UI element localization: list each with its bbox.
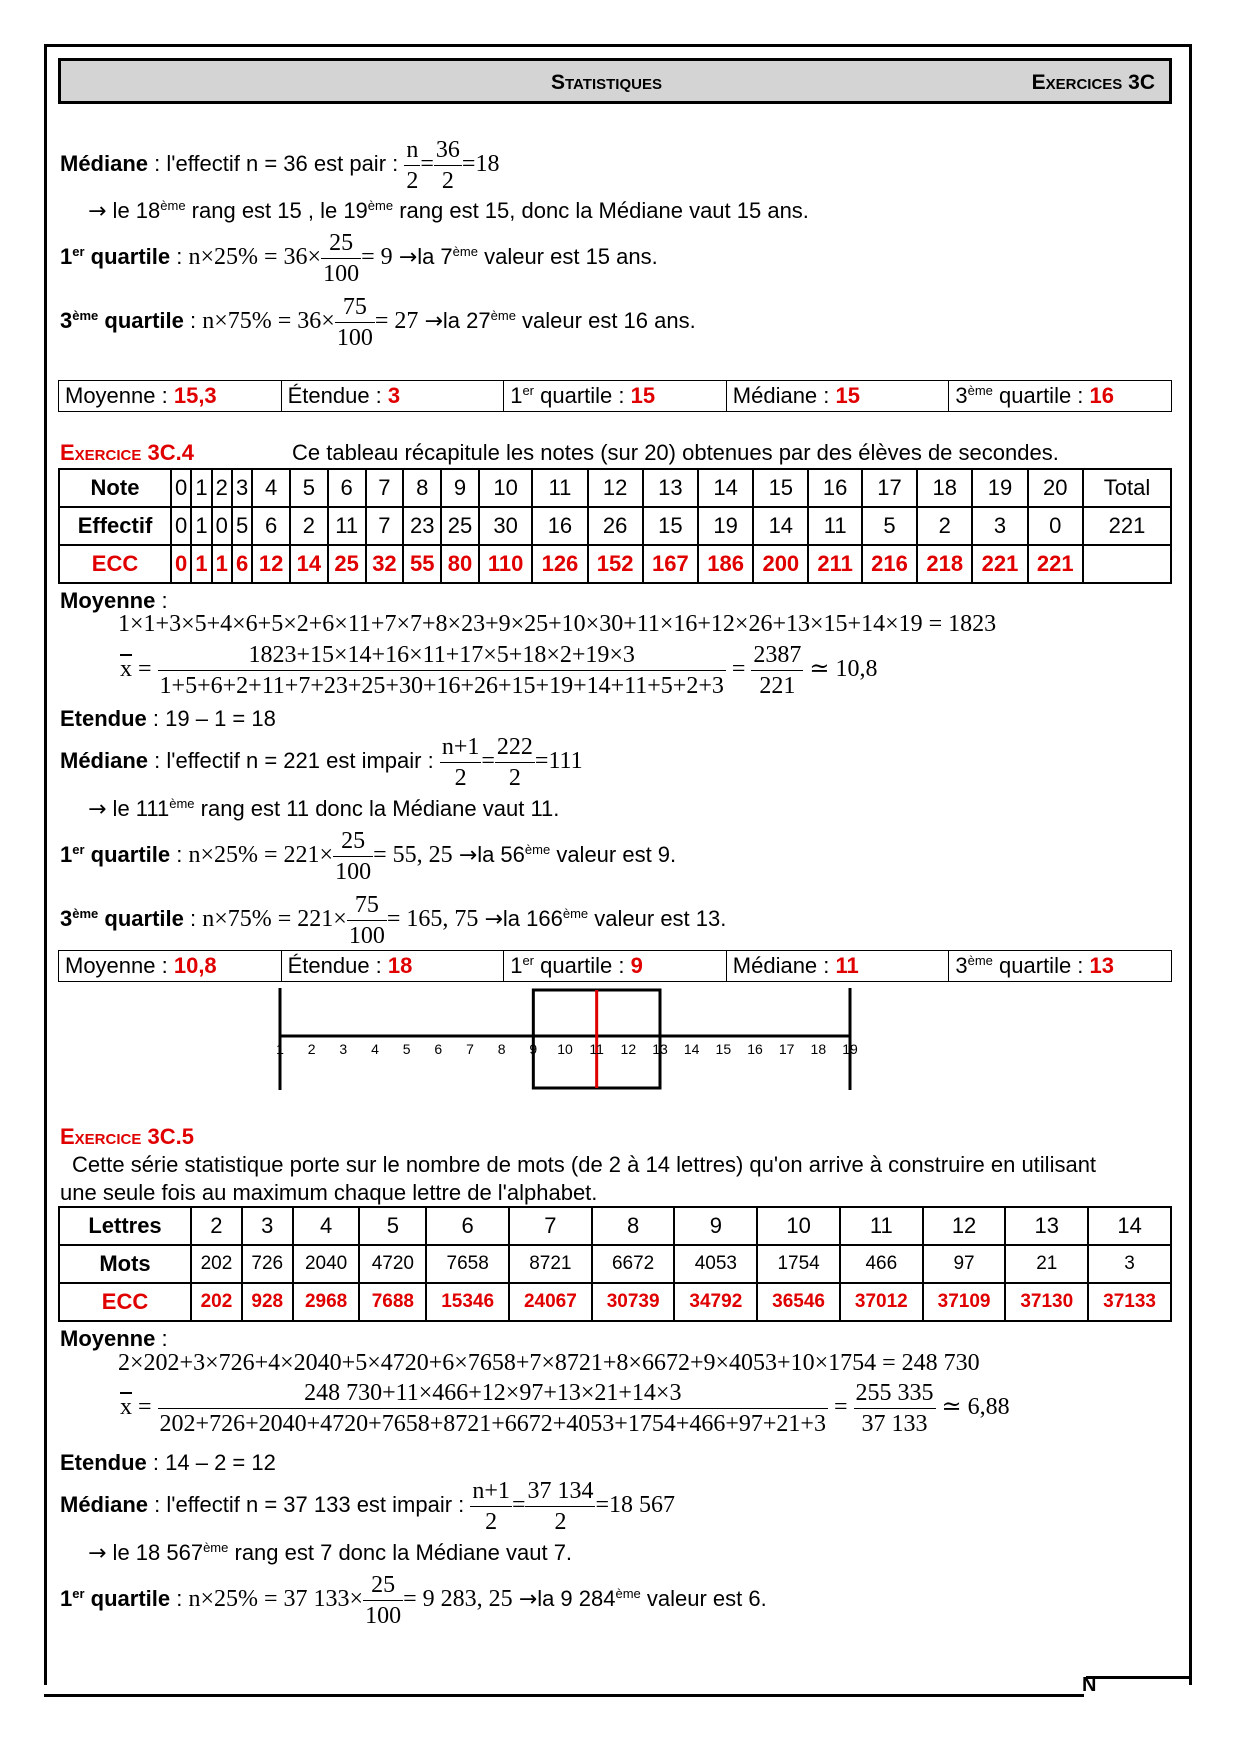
frame-bottom-rule bbox=[44, 1694, 1084, 1697]
ex5-ecc-cell: 36546 bbox=[757, 1283, 840, 1321]
summary2-moyenne: Moyenne : 10,8 bbox=[59, 951, 282, 982]
ex4-note-cell: 3 bbox=[232, 469, 252, 507]
page-header bbox=[58, 58, 1172, 104]
ex4-total-value: 221 bbox=[1083, 507, 1171, 545]
ex5-title-line bbox=[60, 1124, 194, 1150]
ex5-intro-2: une seule fois au maximum chaque lettre de l'alphabet. bbox=[60, 1180, 598, 1205]
boxplot-tick-label: 6 bbox=[434, 1041, 443, 1057]
ex5-etendue-line: Etendue : 14 – 2 = 12 bbox=[60, 1450, 276, 1475]
ex4-row-label-effectif: Effectif bbox=[59, 507, 171, 545]
ex4-effectif-cell: 0 bbox=[212, 507, 232, 545]
ex4-note-cell: 17 bbox=[862, 469, 917, 507]
ex4-ecc-cell: 1 bbox=[191, 545, 211, 583]
ex5-ecc-cell: 928 bbox=[242, 1283, 293, 1321]
boxplot-tick-label: 16 bbox=[747, 1041, 763, 1057]
ex4-total-header: Total bbox=[1083, 469, 1171, 507]
ex5-lettres-cell: 11 bbox=[840, 1207, 923, 1245]
boxplot-tick-label: 11 bbox=[589, 1041, 604, 1057]
ex5-lettres-cell: 6 bbox=[426, 1207, 509, 1245]
p1-mediane-math: $\frac{n}{2}$ = $\frac{36}{2}$ =18 bbox=[406, 137, 500, 194]
ex4-effectif-cell: 7 bbox=[366, 507, 404, 545]
ex4-title-line bbox=[60, 440, 194, 466]
ex4-effectif-cell: 15 bbox=[643, 507, 698, 545]
ex5-ecc-cell: 34792 bbox=[674, 1283, 757, 1321]
boxplot-tick-label: 17 bbox=[778, 1041, 795, 1057]
ex4-ecc-cell: 221 bbox=[972, 545, 1027, 583]
ex4-note-cell: 2 bbox=[212, 469, 232, 507]
ex5-mots-cell: 7658 bbox=[426, 1245, 509, 1283]
summary2-etendue: Étendue : 18 bbox=[281, 951, 504, 982]
arrow-icon: → bbox=[398, 245, 418, 271]
ex4-note-cell: 18 bbox=[917, 469, 972, 507]
ex5-mots-cell: 97 bbox=[923, 1245, 1006, 1283]
ex4-ecc-cell: 186 bbox=[698, 545, 753, 583]
ex4-intro: Ce tableau récapitule les notes (sur 20) obtenues par des élèves de secondes. bbox=[292, 440, 1059, 465]
ex5-mots-cell: 6672 bbox=[592, 1245, 675, 1283]
ex4-q3-line: 3ème quartile : n×75% = 221× $\frac{75}{100}$ = 165, 75 →la 166ème valeur est 13. bbox=[60, 892, 727, 949]
ex4-etendue-line: Etendue : 19 – 1 = 18 bbox=[60, 706, 276, 731]
summary1-mediane: Médiane : 15 bbox=[726, 381, 949, 412]
ex4-effectif-cell: 1 bbox=[191, 507, 211, 545]
ex5-lettres-cell: 3 bbox=[242, 1207, 293, 1245]
ex4-ecc-cell: 1 bbox=[212, 545, 232, 583]
ex4-ecc-cell: 110 bbox=[479, 545, 532, 583]
summary1-etendue: Étendue : 3 bbox=[281, 381, 504, 412]
ex4-ecc-cell: 32 bbox=[366, 545, 404, 583]
p1-mediane-line: Médiane : l'effectif n = 36 est pair : $\frac{n}{2}$ = $\frac{36}{2}$ =18 bbox=[60, 137, 500, 194]
ex4-note-cell: 4 bbox=[252, 469, 290, 507]
ex5-ecc-cell: 30739 bbox=[592, 1283, 675, 1321]
ex5-ecc-cell: 202 bbox=[191, 1283, 242, 1321]
ex4-ecc-cell: 80 bbox=[441, 545, 479, 583]
ex4-note-cell: 10 bbox=[479, 469, 532, 507]
ex4-note-cell: 16 bbox=[808, 469, 861, 507]
ex4-note-cell: 11 bbox=[532, 469, 587, 507]
ex5-ecc-cell: 2968 bbox=[293, 1283, 360, 1321]
ex4-row-label-ecc: ECC bbox=[59, 545, 171, 583]
ex5-row-label-lettres: Lettres bbox=[59, 1207, 191, 1245]
ex5-mots-cell: 1754 bbox=[757, 1245, 840, 1283]
summary1-q3: 3ème quartile : 16 bbox=[949, 381, 1172, 412]
ex4-effectif-cell: 11 bbox=[328, 507, 366, 545]
ex5-mots-cell: 2040 bbox=[293, 1245, 360, 1283]
boxplot-tick-label: 13 bbox=[652, 1041, 668, 1057]
ex4-effectif-cell: 0 bbox=[171, 507, 191, 545]
ex5-ecc-cell: 37109 bbox=[923, 1283, 1006, 1321]
ex4-note-cell: 0 bbox=[171, 469, 191, 507]
summary-table-2 bbox=[58, 950, 1172, 982]
boxplot-tick-label: 18 bbox=[810, 1041, 827, 1057]
ex4-q1-line: 1er quartile : n×25% = 221× $\frac{25}{100}$ = 55, 25 →la 56ème valeur est 9. bbox=[60, 828, 677, 885]
ex5-q1-line: 1er quartile : n×25% = 37 133× $\frac{25}{100}$ = 9 283, 25 →la 9 284ème valeur est 6. bbox=[60, 1572, 767, 1629]
ex5-mots-cell: 8721 bbox=[509, 1245, 592, 1283]
ex5-row-label-ecc: ECC bbox=[59, 1283, 191, 1321]
arrow-icon: → bbox=[88, 797, 107, 822]
arrow-icon: → bbox=[518, 1587, 538, 1613]
ex4-effectif-cell: 26 bbox=[588, 507, 643, 545]
ex5-mean-formula: $\overline{x}$ = $\frac{248 730+11\times 466+12\times 97+13\times 21+14\times 3}{202+726+2040+4720+7658+8721+6672+4053+1754+466+97+21+3}$ = $\frac{255 335}{37 133}$ ≃ 6,88 bbox=[120, 1380, 1010, 1437]
ex4-effectif-cell: 6 bbox=[252, 507, 290, 545]
ex5-sum-line: 2×202+3×726+4×2040+5×4720+6×7658+7×8721+8×6672+9×4053+10×1754 = 248 730 bbox=[118, 1350, 980, 1376]
ex4-note-cell: 1 bbox=[191, 469, 211, 507]
ex4-ecc-cell: 55 bbox=[403, 545, 441, 583]
ex5-lettres-cell: 2 bbox=[191, 1207, 242, 1245]
boxplot-tick-label: 9 bbox=[529, 1041, 538, 1057]
ex4-note-cell: 14 bbox=[698, 469, 753, 507]
ex4-sum-line: 1×1+3×5+4×6+5×2+6×11+7×7+8×23+9×25+10×30+11×16+12×26+13×15+14×19 = 1823 bbox=[118, 611, 997, 637]
ex5-lettres-cell: 13 bbox=[1005, 1207, 1088, 1245]
ex5-ecc-cell: 37133 bbox=[1088, 1283, 1171, 1321]
ex5-lettres-cell: 14 bbox=[1088, 1207, 1171, 1245]
boxplot-tick-label: 19 bbox=[842, 1041, 858, 1057]
ex5-mots-cell: 21 bbox=[1005, 1245, 1088, 1283]
ex5-lettres-cell: 7 bbox=[509, 1207, 592, 1245]
ex4-effectif-cell: 16 bbox=[532, 507, 587, 545]
ex4-effectif-cell: 2 bbox=[290, 507, 328, 545]
ex4-ecc-cell: 14 bbox=[290, 545, 328, 583]
ex4-effectif-cell: 3 bbox=[972, 507, 1027, 545]
ex5-ecc-cell: 24067 bbox=[509, 1283, 592, 1321]
arrow-icon: → bbox=[88, 1541, 107, 1566]
boxplot-tick-label: 7 bbox=[466, 1041, 474, 1057]
ex5-ecc-cell: 37012 bbox=[840, 1283, 923, 1321]
ex4-note-cell: 13 bbox=[643, 469, 698, 507]
ex4-mediane-line: Médiane : l'effectif n = 221 est impair : $\frac{n+1}{2}$ = $\frac{222}{2}$ =111 bbox=[60, 734, 583, 791]
ex5-moyenne-label-line: Moyenne : bbox=[60, 1326, 168, 1351]
ex5-lettres-cell: 9 bbox=[674, 1207, 757, 1245]
ex5-mots-cell: 4720 bbox=[359, 1245, 426, 1283]
ex4-ecc-cell: 152 bbox=[588, 545, 643, 583]
ex4-effectif-cell: 19 bbox=[698, 507, 753, 545]
ex4-ecc-cell: 0 bbox=[171, 545, 191, 583]
ex5-ecc-cell: 15346 bbox=[426, 1283, 509, 1321]
ex4-note-cell: 15 bbox=[753, 469, 808, 507]
ex4-note-cell: 7 bbox=[366, 469, 404, 507]
ex4-ecc-cell: 126 bbox=[532, 545, 587, 583]
boxplot-tick-label: 12 bbox=[620, 1041, 637, 1057]
ex5-title: Exercice 3C.5 bbox=[60, 1124, 194, 1149]
ex4-ecc-cell: 25 bbox=[328, 545, 366, 583]
ex5-lettres-cell: 12 bbox=[923, 1207, 1006, 1245]
header-title: Statistiques bbox=[551, 71, 662, 94]
ex4-effectif-cell: 30 bbox=[479, 507, 532, 545]
ex4-ecc-cell: 218 bbox=[917, 545, 972, 583]
ex5-mots-cell: 3 bbox=[1088, 1245, 1171, 1283]
frame-corner-rule bbox=[1086, 1676, 1189, 1679]
footer-mark: N bbox=[1082, 1674, 1097, 1696]
boxplot-tick-label: 8 bbox=[497, 1041, 506, 1057]
ex5-ecc-cell: 37130 bbox=[1005, 1283, 1088, 1321]
arrow-icon: → bbox=[88, 199, 107, 224]
ex4-effectif-cell: 11 bbox=[808, 507, 861, 545]
arrow-icon: → bbox=[484, 907, 503, 933]
ex4-moyenne-label-line: Moyenne : bbox=[60, 588, 168, 613]
p1-rang-line: → le 18ème rang est 15 , le 19ème rang est 15, donc la Médiane vaut 15 ans. bbox=[88, 198, 809, 224]
ex5-ecc-cell: 7688 bbox=[359, 1283, 426, 1321]
ex5-lettres-cell: 8 bbox=[592, 1207, 675, 1245]
summary1-q1: 1er quartile : 15 bbox=[504, 381, 727, 412]
ex4-ecc-cell: 221 bbox=[1028, 545, 1083, 583]
summary2-q3: 3ème quartile : 13 bbox=[949, 951, 1172, 982]
ex5-row-label-mots: Mots bbox=[59, 1245, 191, 1283]
ex4-note-cell: 5 bbox=[290, 469, 328, 507]
summary-table-1 bbox=[58, 380, 1172, 412]
ex5-lettres-cell: 5 bbox=[359, 1207, 426, 1245]
p1-q3-line: 3ème quartile : n×75% = 36× $\frac{75}{100}$ = 27 →la 27ème valeur est 16 ans. bbox=[60, 294, 696, 351]
ex4-ecc-cell: 167 bbox=[643, 545, 698, 583]
ex4-title: Exercice 3C.4 bbox=[60, 440, 194, 465]
summary2-mediane: Médiane : 11 bbox=[726, 951, 949, 982]
ex4-note-cell: 20 bbox=[1028, 469, 1083, 507]
ex4-table bbox=[58, 468, 1172, 584]
box-plot bbox=[270, 984, 970, 1094]
ex4-ecc-cell: 216 bbox=[862, 545, 917, 583]
arrow-icon: → bbox=[424, 309, 443, 335]
ex4-ecc-cell: 211 bbox=[808, 545, 861, 583]
ex4-effectif-cell: 5 bbox=[232, 507, 252, 545]
ex4-effectif-cell: 25 bbox=[441, 507, 479, 545]
boxplot-tick-label: 2 bbox=[307, 1041, 316, 1057]
ex4-effectif-cell: 5 bbox=[862, 507, 917, 545]
ex5-lettres-cell: 10 bbox=[757, 1207, 840, 1245]
header-code: Exercices 3C bbox=[1031, 71, 1155, 94]
ex4-row-label-note: Note bbox=[59, 469, 171, 507]
boxplot-tick-label: 4 bbox=[371, 1041, 379, 1057]
ex4-note-cell: 8 bbox=[403, 469, 441, 507]
ex4-note-cell: 6 bbox=[328, 469, 366, 507]
ex5-rang-line: → le 18 567ème rang est 7 donc la Médiane vaut 7. bbox=[88, 1540, 573, 1566]
ex5-intro-1: Cette série statistique porte sur le nombre de mots (de 2 à 14 lettres) qu'on arrive à construire en utilisant bbox=[72, 1152, 1097, 1177]
ex5-table bbox=[58, 1206, 1172, 1322]
ex4-note-cell: 12 bbox=[588, 469, 643, 507]
ex4-ecc-cell: 12 bbox=[252, 545, 290, 583]
boxplot-tick-label: 15 bbox=[715, 1041, 732, 1057]
ex4-ecc-cell: 6 bbox=[232, 545, 252, 583]
boxplot-tick-label: 1 bbox=[276, 1041, 284, 1057]
ex5-lettres-cell: 4 bbox=[293, 1207, 360, 1245]
boxplot-tick-label: 3 bbox=[339, 1041, 348, 1057]
boxplot-tick-label: 10 bbox=[557, 1041, 573, 1057]
ex4-effectif-cell: 0 bbox=[1028, 507, 1083, 545]
ex5-mots-cell: 726 bbox=[242, 1245, 293, 1283]
ex5-mots-cell: 4053 bbox=[674, 1245, 757, 1283]
ex5-mots-cell: 466 bbox=[840, 1245, 923, 1283]
ex4-rang-line: → le 111ème rang est 11 donc la Médiane vaut 11. bbox=[88, 796, 560, 822]
arrow-icon: → bbox=[458, 843, 478, 869]
summary1-moyenne: Moyenne : 15,3 bbox=[59, 381, 282, 412]
ex4-effectif-cell: 14 bbox=[753, 507, 808, 545]
ex4-ecc-cell: 200 bbox=[753, 545, 808, 583]
ex4-note-cell: 9 bbox=[441, 469, 479, 507]
boxplot-tick-label: 14 bbox=[683, 1041, 700, 1057]
ex4-total-empty bbox=[1083, 545, 1171, 583]
ex4-effectif-cell: 2 bbox=[917, 507, 972, 545]
ex5-mots-cell: 202 bbox=[191, 1245, 242, 1283]
ex4-note-cell: 19 bbox=[972, 469, 1027, 507]
boxplot-tick-label: 5 bbox=[402, 1041, 411, 1057]
ex4-mean-formula: $\overline{x}$ = $\frac{1823+15\times 14+16\times 11+17\times 5+18\times 2+19\times 3}{1+5+6+2+11+7+23+25+30+16+26+15+19+14+11+5+2+3}$ = $\frac{2387}{221}$ ≃ 10,8 bbox=[120, 642, 878, 699]
summary2-q1: 1er quartile : 9 bbox=[504, 951, 727, 982]
p1-q1-line: 1er quartile : n×25% = 36× $\frac{25}{100}$ = 9 →la 7ème valeur est 15 ans. bbox=[60, 230, 658, 287]
ex4-effectif-cell: 23 bbox=[403, 507, 441, 545]
ex5-mediane-line: Médiane : l'effectif n = 37 133 est impair : $\frac{n+1}{2}$ = $\frac{37 134}{2}$ =18 567 bbox=[60, 1478, 676, 1535]
